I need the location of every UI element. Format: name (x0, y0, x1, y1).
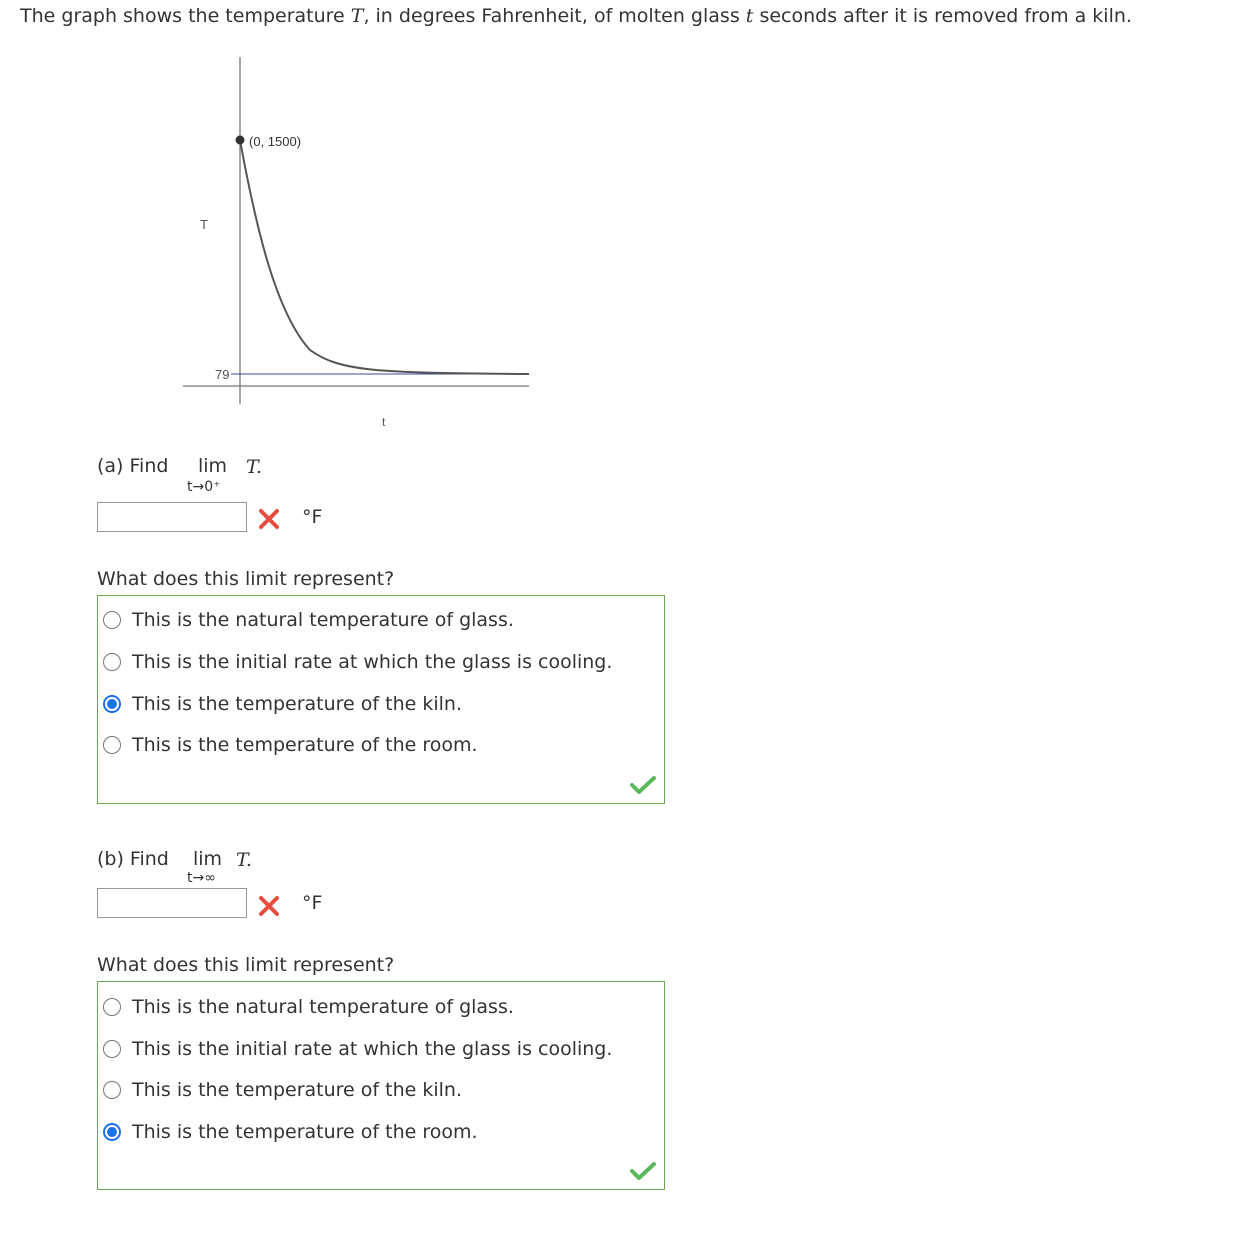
radio-button-selected[interactable] (103, 1123, 121, 1141)
radio-button[interactable] (103, 736, 121, 754)
choice-label: This is the initial rate at which the glass is cooling. (132, 651, 613, 673)
part-a-label: (a) Find (97, 455, 169, 477)
part-b-answer-input[interactable] (97, 888, 247, 918)
part-b-lim-sub: t→∞ (187, 870, 216, 886)
part-a-answer-input[interactable] (97, 502, 247, 532)
correct-check-icon (630, 1161, 656, 1181)
y-axis-label: T (200, 217, 208, 232)
intro-var-T: T (350, 5, 364, 27)
radio-button[interactable] (103, 653, 121, 671)
choice-label: This is the temperature of the room. (132, 1121, 478, 1143)
radio-button[interactable] (103, 611, 121, 629)
intro-var-t: t (745, 5, 754, 27)
choice-label: This is the temperature of the room. (132, 734, 478, 756)
intro-text-1: The graph shows the temperature (20, 5, 351, 27)
part-a-lim: lim (198, 455, 228, 477)
choice-label: This is the temperature of the kiln. (132, 693, 462, 715)
point-label: (0, 1500) (249, 134, 302, 149)
part-b-lim: lim (193, 848, 223, 870)
part-a-var: T. (246, 456, 262, 478)
temperature-graph (175, 52, 545, 442)
part-a-choice-4[interactable] (103, 730, 478, 760)
intro-text-2: , in degrees Fahrenheit, of molten glass (363, 5, 746, 27)
part-b-choice-2[interactable] (103, 1034, 612, 1064)
problem-statement (20, 5, 1132, 27)
correct-check-icon (630, 775, 656, 795)
part-b-choice-4[interactable] (103, 1117, 478, 1147)
part-b-question: What does this limit represent? (97, 954, 395, 976)
part-b-label: (b) Find (97, 848, 169, 870)
incorrect-x-icon (258, 508, 280, 530)
part-a-choice-3[interactable] (103, 689, 462, 719)
part-a-choice-2[interactable] (103, 647, 612, 677)
radio-button[interactable] (103, 998, 121, 1016)
radio-button[interactable] (103, 1081, 121, 1099)
radio-button-selected[interactable] (103, 695, 121, 713)
part-a-unit: °F (302, 506, 323, 528)
choice-label: This is the natural temperature of glass. (132, 996, 514, 1018)
x-axis-label: t (382, 415, 386, 429)
choice-label: This is the initial rate at which the glass is cooling. (132, 1038, 613, 1060)
part-a-lim-sub: t→0⁺ (187, 479, 221, 495)
part-a-choices (97, 595, 665, 804)
part-b-unit: °F (302, 892, 323, 914)
part-b-choice-1[interactable] (103, 992, 514, 1022)
part-a-question: What does this limit represent? (97, 568, 395, 590)
asymptote-label: 79 (215, 367, 230, 382)
part-a-choice-1[interactable] (103, 605, 514, 635)
intro-text-3: seconds after it is removed from a kiln. (753, 5, 1132, 27)
part-b-choice-3[interactable] (103, 1075, 462, 1105)
choice-label: This is the temperature of the kiln. (132, 1079, 462, 1101)
radio-button[interactable] (103, 1040, 121, 1058)
part-b-choices (97, 981, 665, 1190)
part-b-var: T. (236, 849, 252, 871)
temperature-curve (240, 140, 529, 374)
incorrect-x-icon (258, 895, 280, 917)
choice-label: This is the natural temperature of glass. (132, 609, 514, 631)
initial-point (236, 136, 245, 145)
